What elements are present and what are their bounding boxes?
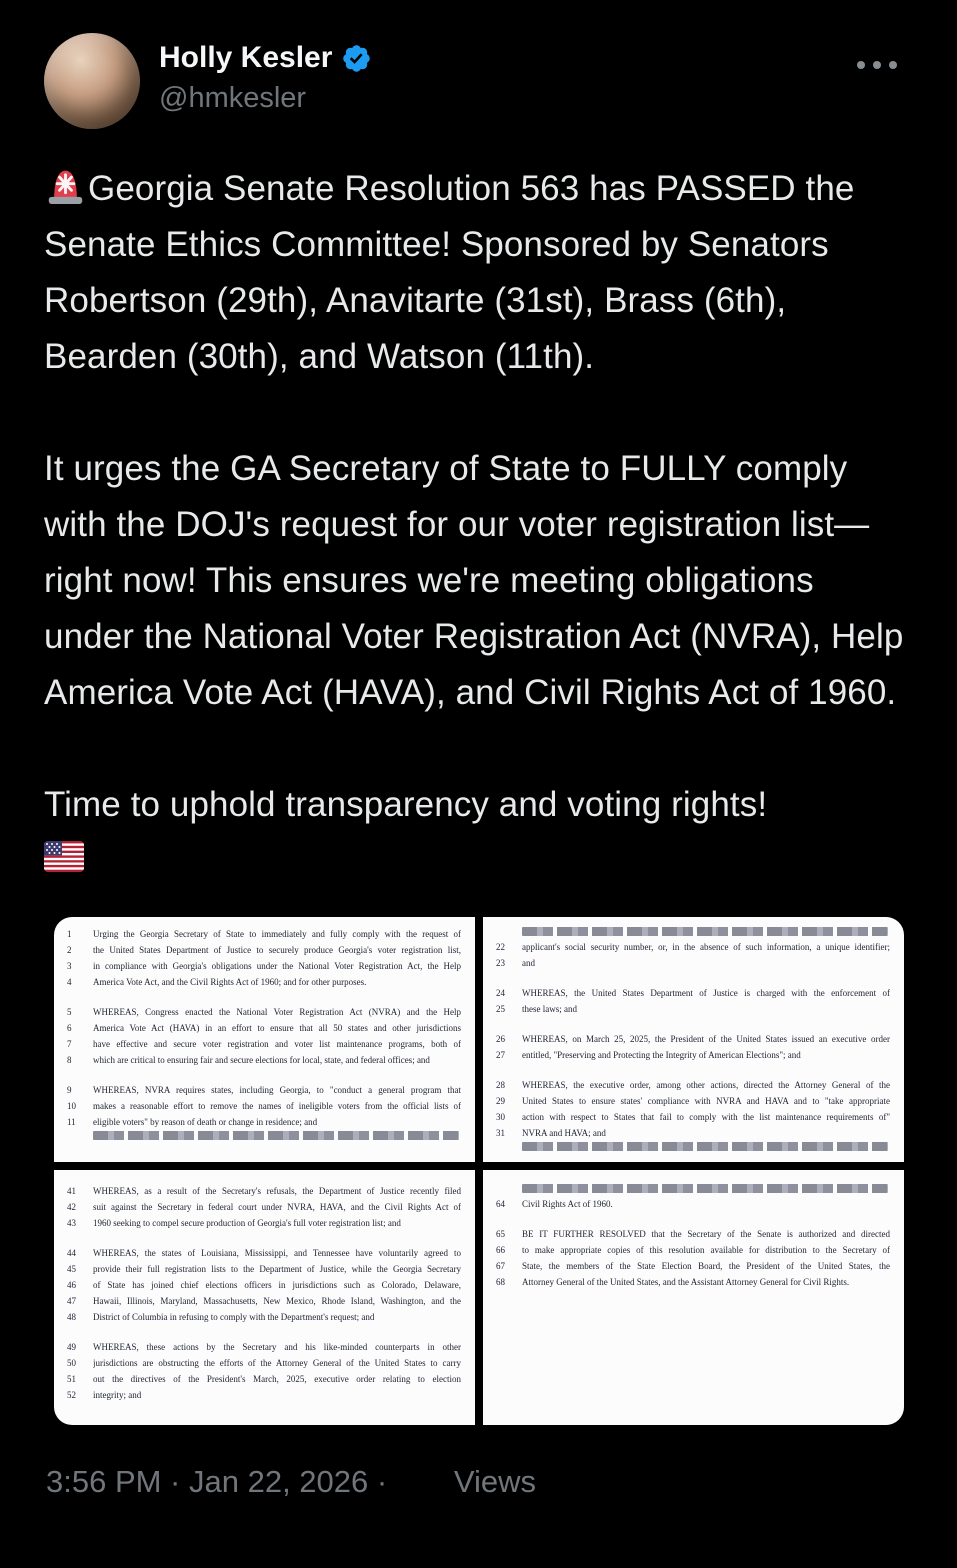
line-text: WHEREAS, the executive order, among other actions, directed the Attorney General of the xyxy=(522,1080,890,1090)
line-number: 43 xyxy=(67,1218,76,1228)
line-number: 66 xyxy=(496,1245,505,1255)
document-line xyxy=(67,1293,461,1309)
timestamp: 3:56 PM · Jan 22, 2026 · xyxy=(46,1464,388,1499)
line-text: Hawaii, Illinois, Maryland, Massachusetts, New Mexico, Rhode Island, Washington, and the xyxy=(93,1296,461,1306)
flag-line xyxy=(44,833,909,881)
document-line xyxy=(496,955,890,971)
line-text: of State has joined chief elections officers in jurisdictions such as Colorado, Delaware, xyxy=(93,1280,461,1290)
user-handle[interactable]: @hmkesler xyxy=(159,82,307,114)
document-line xyxy=(496,1031,890,1047)
dot xyxy=(873,61,881,69)
line-text: entitled, "Preserving and Protecting the Integrity of American Elections"; and xyxy=(522,1050,801,1060)
document-line xyxy=(67,1215,461,1231)
tweet-paragraph-3 xyxy=(44,777,909,881)
document-line xyxy=(496,1196,890,1212)
line-text: and xyxy=(522,958,535,968)
line-text: State, the members of the State Election Board, the President of the United States, the xyxy=(522,1261,890,1271)
line-number: 22 xyxy=(496,942,505,952)
document-line xyxy=(67,1355,461,1371)
media-grid xyxy=(54,917,904,1425)
line-text: 1960 seeking to compel secure production of Georgia's full voter registration list; and xyxy=(93,1218,401,1228)
line-number: 2 xyxy=(67,945,72,955)
paragraph-gap xyxy=(67,1068,461,1082)
paragraph-gap xyxy=(67,990,461,1004)
line-text: out the directives of the President's March, 2025, executive order relating to election xyxy=(93,1374,461,1384)
dot xyxy=(889,61,897,69)
document-line xyxy=(67,974,461,990)
line-text: jurisdictions are obstructing the efforts of the Attorney General of the United States to carry xyxy=(93,1358,461,1368)
line-text: to make appropriate copies of this resolution available for distribution to the Secretary of xyxy=(522,1245,890,1255)
tweet-paragraph-1 xyxy=(44,161,909,385)
line-number: 52 xyxy=(67,1390,76,1400)
document-line xyxy=(67,1052,461,1068)
line-number: 6 xyxy=(67,1023,72,1033)
line-number: 3 xyxy=(67,961,72,971)
line-number: 24 xyxy=(496,988,505,998)
line-number: 30 xyxy=(496,1112,505,1122)
document-line xyxy=(67,1036,461,1052)
line-text: these laws; and xyxy=(522,1004,577,1014)
document-line xyxy=(67,942,461,958)
line-number: 64 xyxy=(496,1199,505,1209)
tweet-header xyxy=(44,33,909,129)
line-number: 49 xyxy=(67,1342,76,1352)
document-line xyxy=(67,1371,461,1387)
document-line xyxy=(496,1093,890,1109)
line-text: makes a reasonable effort to remove the names of ineligible voters from the official lists of xyxy=(93,1101,461,1111)
line-number: 48 xyxy=(67,1312,76,1322)
line-number: 4 xyxy=(67,977,72,987)
paragraph-gap xyxy=(496,971,890,985)
tweet-text xyxy=(44,161,909,881)
views-label: Views xyxy=(453,1464,536,1499)
police-light-emoji xyxy=(44,164,87,207)
line-number: 29 xyxy=(496,1096,505,1106)
document-line xyxy=(67,1199,461,1215)
line-text: WHEREAS, NVRA requires states, including Georgia, to "conduct a general program that xyxy=(93,1085,461,1095)
paragraph-gap xyxy=(67,1325,461,1339)
us-flag-emoji xyxy=(44,841,84,872)
line-number: 11 xyxy=(67,1117,76,1127)
document-line xyxy=(496,1047,890,1063)
line-number: 51 xyxy=(67,1374,76,1384)
paragraph-gap xyxy=(67,1231,461,1245)
document-line xyxy=(67,1387,461,1403)
line-text: eligible voters" by reason of death or change in residence; and xyxy=(93,1117,318,1127)
line-number: 25 xyxy=(496,1004,505,1014)
display-name[interactable]: Holly Kesler xyxy=(159,41,333,74)
line-text: the United States Department of Justice to securely produce Georgia's voter registration list, xyxy=(93,945,461,955)
tweet-footer xyxy=(46,1461,909,1503)
tweet-paragraph-text: Georgia Senate Resolution 563 has PASSED the Senate Ethics Committee! Sponsored by Senators Robertson (29th), Anavitarte (31st), Brass (6th), Bearden (30th), and Watson (11th). xyxy=(44,169,855,376)
tweet-paragraph-2 xyxy=(44,441,909,721)
line-text: applicant's social security number, or, in the absence of such information, a unique identifier; xyxy=(522,942,890,952)
line-text: provide their full registration lists to the Department of Justice, while the Georgia Secretary xyxy=(93,1264,461,1274)
cut-off-text-line xyxy=(522,927,888,936)
line-number: 44 xyxy=(67,1248,76,1258)
document-line xyxy=(67,1245,461,1261)
dot xyxy=(857,61,865,69)
line-text: NVRA and HAVA; and xyxy=(522,1128,606,1138)
document-line xyxy=(67,1098,461,1114)
document-line xyxy=(67,1004,461,1020)
line-number: 50 xyxy=(67,1358,76,1368)
document-image-bottom-left[interactable] xyxy=(54,1170,475,1425)
line-number: 41 xyxy=(67,1186,76,1196)
document-line xyxy=(67,1277,461,1293)
document-line xyxy=(496,1001,890,1017)
document-line xyxy=(496,985,890,1001)
document-line xyxy=(67,1309,461,1325)
line-number: 31 xyxy=(496,1128,505,1138)
cut-off-text-line xyxy=(522,1184,888,1193)
line-text: which are critical to ensuring fair and secure elections for local, state, and federal offices; and xyxy=(93,1055,430,1065)
document-line xyxy=(496,1109,890,1125)
line-text: BE IT FURTHER RESOLVED that the Secretary of the Senate is authorized and directed xyxy=(522,1229,890,1239)
document-image-top-right[interactable] xyxy=(483,917,904,1162)
line-number: 27 xyxy=(496,1050,505,1060)
paragraph-gap xyxy=(496,1017,890,1031)
verified-badge-icon xyxy=(341,43,372,74)
line-number: 1 xyxy=(67,929,72,939)
document-line xyxy=(67,1183,461,1199)
document-line xyxy=(67,926,461,942)
document-line xyxy=(67,1261,461,1277)
document-line xyxy=(67,1020,461,1036)
line-text: WHEREAS, these actions by the Secretary and his like-minded counterparts in other xyxy=(93,1342,461,1352)
line-number: 65 xyxy=(496,1229,505,1239)
line-text: integrity; and xyxy=(93,1390,142,1400)
line-number: 47 xyxy=(67,1296,76,1306)
line-text: WHEREAS, on March 25, 2025, the President of the United States issued an executive order xyxy=(522,1034,890,1044)
line-number: 68 xyxy=(496,1277,505,1287)
paragraph-gap xyxy=(496,1212,890,1226)
line-text: WHEREAS, the United States Department of Justice is charged with the enforcement of xyxy=(522,988,890,998)
cut-off-text-line xyxy=(522,1142,888,1151)
line-number: 10 xyxy=(67,1101,76,1111)
document-line xyxy=(67,1339,461,1355)
line-number: 5 xyxy=(67,1007,72,1017)
line-number: 8 xyxy=(67,1055,72,1065)
document-line xyxy=(496,1077,890,1093)
line-text: have effective and secure voter registration and voter list maintenance programs, both of xyxy=(93,1039,461,1049)
line-text: Attorney General of the United States, and the Assistant Attorney General for Civil Rights. xyxy=(522,1277,850,1287)
document-line xyxy=(496,939,890,955)
tweet-paragraph-text: It urges the GA Secretary of State to FULLY comply with the DOJ's request for our voter registration list—right now! This ensures we're meeting obligations under the National Voter Registration Act (NVRA), Help America Vote Act (HAVA), and Civil Rights Act of 1960. xyxy=(44,449,904,712)
line-text: WHEREAS, as a result of the Secretary's refusals, the Department of Justice recently filed xyxy=(93,1186,461,1196)
line-text: America Vote Act (HAVA) in an effort to ensure that all 50 states and other jurisdictions xyxy=(93,1023,461,1033)
line-number: 42 xyxy=(67,1202,76,1212)
line-text: WHEREAS, the states of Louisiana, Mississippi, and Tennessee have voluntarily agreed to xyxy=(93,1248,461,1258)
paragraph-gap xyxy=(496,1063,890,1077)
document-line xyxy=(496,1226,890,1242)
tweet-paragraph-text: Time to uphold transparency and voting rights! xyxy=(44,785,768,824)
document-image-top-left[interactable] xyxy=(54,917,475,1162)
line-text: action with respect to States that fail to comply with the list maintenance requirements of" xyxy=(522,1112,890,1122)
line-text: suit against the Secretary in federal court under NVRA, HAVA, and the Civil Rights Act of xyxy=(93,1202,461,1212)
line-text: District of Columbia in refusing to comply with the Department's request; and xyxy=(93,1312,375,1322)
line-number: 26 xyxy=(496,1034,505,1044)
document-line xyxy=(67,1114,461,1130)
line-text: WHEREAS, Congress enacted the National Voter Registration Act (NVRA) and the Help xyxy=(93,1007,461,1017)
document-line xyxy=(496,1125,890,1141)
line-text: Urging the Georgia Secretary of State to immediately and fully comply with the request of xyxy=(93,929,461,939)
line-text: America Vote Act, and the Civil Rights Act of 1960; and for other purposes. xyxy=(93,977,367,987)
document-line xyxy=(496,1274,890,1290)
document-line xyxy=(67,958,461,974)
document-line xyxy=(67,1082,461,1098)
avatar[interactable] xyxy=(44,33,140,129)
line-number: 7 xyxy=(67,1039,72,1049)
line-text: Civil Rights Act of 1960. xyxy=(522,1199,613,1209)
document-line xyxy=(496,1242,890,1258)
line-text: in compliance with Georgia's obligations under the National Voter Registration Act, the Help xyxy=(93,961,461,971)
line-number: 9 xyxy=(67,1085,72,1095)
cut-off-text-line xyxy=(93,1131,459,1140)
line-text: United States to ensure states' compliance with NVRA and HAVA and to "take appropriate xyxy=(522,1096,890,1106)
document-line xyxy=(496,1258,890,1274)
line-number: 45 xyxy=(67,1264,76,1274)
line-number: 46 xyxy=(67,1280,76,1290)
user-identity xyxy=(159,33,372,129)
more-options-button[interactable] xyxy=(851,55,903,75)
line-number: 23 xyxy=(496,958,505,968)
document-image-bottom-right[interactable] xyxy=(483,1170,904,1425)
line-number: 67 xyxy=(496,1261,505,1271)
line-number: 28 xyxy=(496,1080,505,1090)
